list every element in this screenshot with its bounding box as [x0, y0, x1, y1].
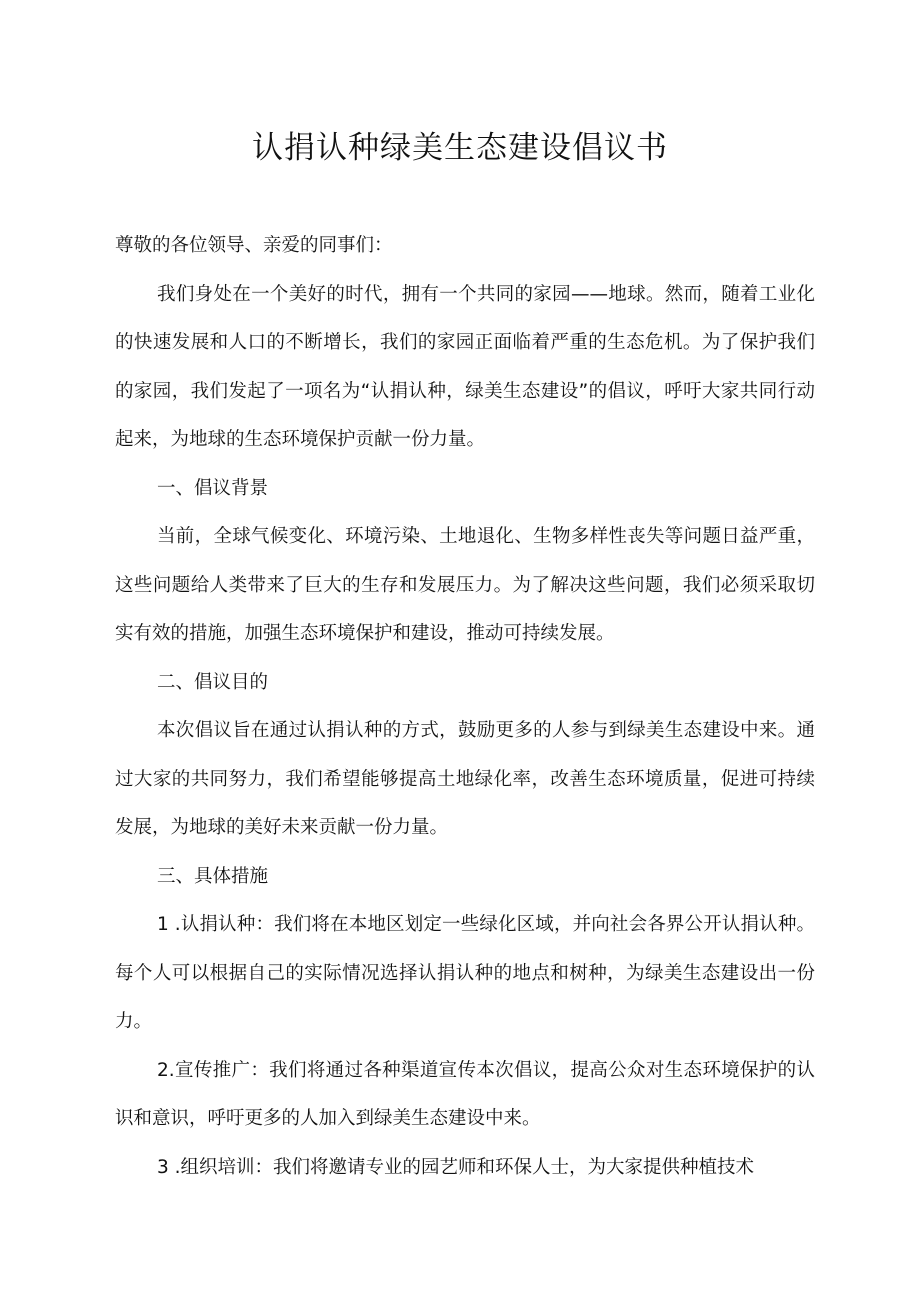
section-heading-purpose: 二、倡议目的	[157, 671, 269, 693]
salutation: 尊敬的各位领导、亲爱的同事们：	[115, 235, 393, 256]
document-title: 认捐认种绿美生态建设倡议书	[252, 130, 668, 166]
intro-paragraph: 我们身处在一个美好的时代，拥有一个共同的家园——地球。然而，随着工业化的快速发展和人口的不断增长，我们的家园正面临着严重的生态危机。为了保护我们的家园，我们发起了一项名为“认捐认种，绿美生态建设”的倡议，呼吁大家共同行动起来，为地球的生态环境保护贡献一份力量。	[115, 283, 815, 450]
section-heading-background: 一、倡议背景	[157, 477, 269, 499]
measure-item-2: 2.宣传推广：我们将通过各种渠道宣传本次倡议，提高公众对生态环境保护的认识和意识，呼吁更多的人加入到绿美生态建设中来。	[115, 1059, 815, 1129]
section-text-background: 当前，全球气候变化、环境污染、土地退化、生物多样性丧失等问题日益严重，这些问题给人类带来了巨大的生存和发展压力。为了解决这些问题，我们必须采取切实有效的措施，加强生态环境保护和建设，推动可持续发展。	[115, 526, 815, 644]
section-heading-measures: 三、具体措施	[157, 865, 269, 887]
measure-item-3: 3 .组织培训：我们将邀请专业的园艺师和环保人士，为大家提供种植技术	[157, 1156, 755, 1178]
document-body	[115, 222, 815, 1192]
measure-item-1: 1 .认捐认种：我们将在本地区划定一些绿化区域，并向社会各界公开认捐认种。每个人可以根据自己的实际情况选择认捐认种的地点和树种，为绿美生态建设出一份力。	[115, 914, 815, 1032]
section-text-purpose: 本次倡议旨在通过认捐认种的方式，鼓励更多的人参与到绿美生态建设中来。通过大家的共同努力，我们希望能够提高土地绿化率，改善生态环境质量，促进可持续发展，为地球的美好未来贡献一份力量。	[115, 720, 815, 838]
